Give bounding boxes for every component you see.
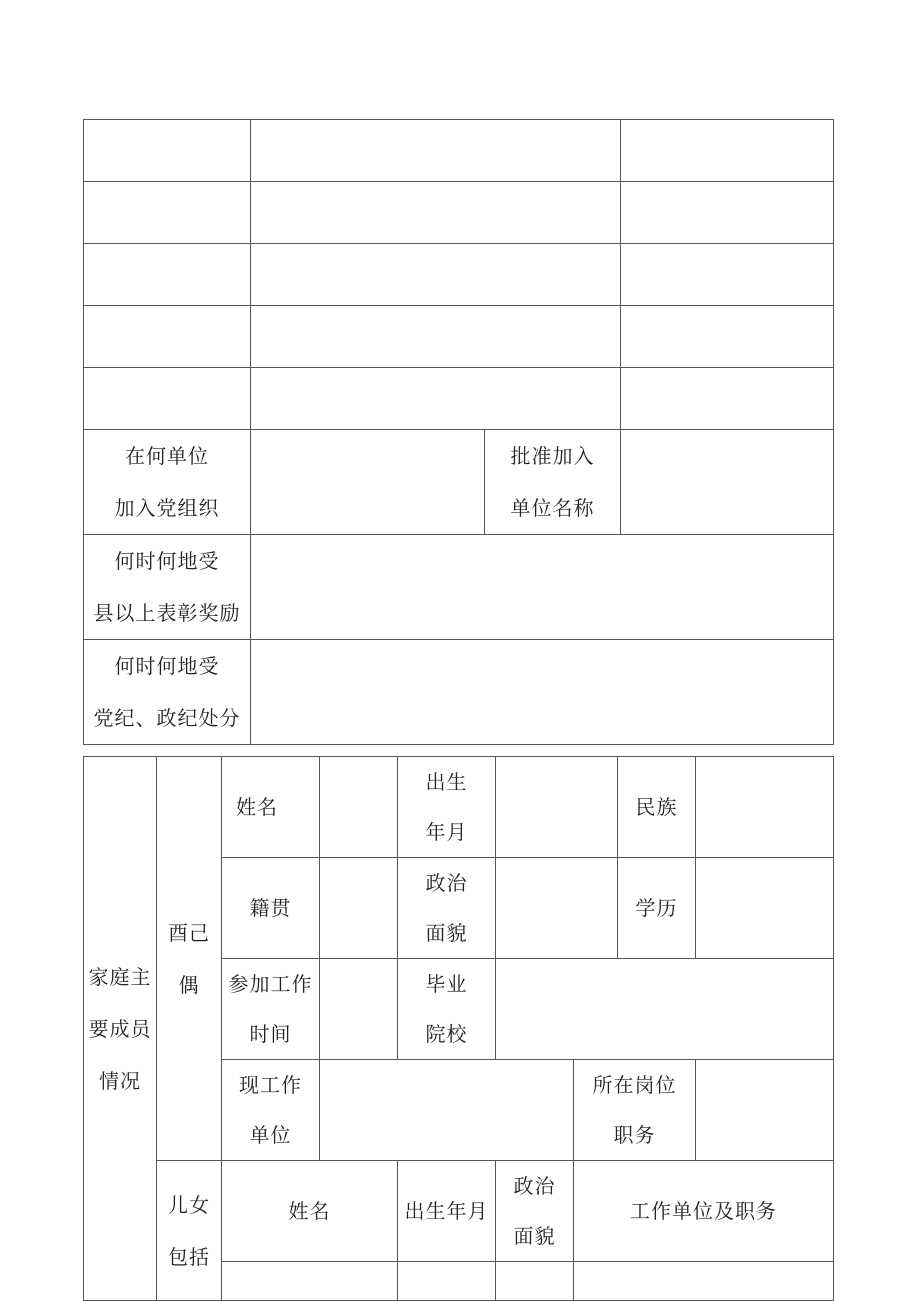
blank-cell[interactable] <box>84 120 251 182</box>
spouse-post-label: 所在岗位 职务 <box>574 1060 696 1161</box>
spouse-school-label: 毕业 院校 <box>398 959 496 1060</box>
blank-cell[interactable] <box>251 182 621 244</box>
spouse-employer-value[interactable] <box>320 1060 574 1161</box>
children-political-header: 政治 面貌 <box>496 1161 574 1262</box>
spouse-native-place-label: 籍贯 <box>222 858 320 959</box>
spouse-political-value[interactable] <box>496 858 618 959</box>
family-members-table <box>83 756 834 1301</box>
blank-row <box>84 368 834 430</box>
awards-value[interactable] <box>251 535 834 640</box>
spouse-school-value[interactable] <box>496 959 834 1060</box>
spouse-employer-label: 现工作 单位 <box>222 1060 320 1161</box>
blank-cell[interactable] <box>84 244 251 306</box>
punishment-value[interactable] <box>251 640 834 745</box>
blank-row <box>84 120 834 182</box>
children-birth-header: 出生年月 <box>398 1161 496 1262</box>
punishment-row <box>84 640 834 745</box>
join-party-value[interactable] <box>251 430 485 535</box>
approve-unit-value[interactable] <box>621 430 834 535</box>
spouse-work-start-value[interactable] <box>320 959 398 1060</box>
blank-cell[interactable] <box>251 120 621 182</box>
children-name-header: 姓名 <box>222 1161 398 1262</box>
spouse-post-value[interactable] <box>696 1060 834 1161</box>
spouse-political-label: 政治 面貌 <box>398 858 496 959</box>
spouse-native-place-value[interactable] <box>320 858 398 959</box>
blank-cell[interactable] <box>251 306 621 368</box>
blank-cell[interactable] <box>621 120 834 182</box>
blank-cell[interactable] <box>621 244 834 306</box>
children-birth-value[interactable] <box>398 1262 496 1301</box>
children-name-value[interactable] <box>222 1262 398 1301</box>
blank-cell[interactable] <box>621 182 834 244</box>
blank-cell[interactable] <box>84 368 251 430</box>
spouse-ethnicity-label: 民族 <box>618 757 696 858</box>
spouse-birth-value[interactable] <box>496 757 618 858</box>
blank-row <box>84 306 834 368</box>
awards-label: 何时何地受 县以上表彰奖励 <box>84 535 251 640</box>
blank-cell[interactable] <box>251 244 621 306</box>
blank-cell[interactable] <box>251 368 621 430</box>
join-party-row <box>84 430 834 535</box>
spouse-ethnicity-value[interactable] <box>696 757 834 858</box>
children-political-value[interactable] <box>496 1262 574 1301</box>
spouse-name-label: 姓名 <box>222 757 320 858</box>
awards-row <box>84 535 834 640</box>
blank-cell[interactable] <box>621 368 834 430</box>
spouse-work-start-label: 参加工作 时间 <box>222 959 320 1060</box>
personal-info-table <box>83 119 834 745</box>
children-work-value[interactable] <box>574 1262 834 1301</box>
spouse-name-value[interactable] <box>320 757 398 858</box>
blank-cell[interactable] <box>621 306 834 368</box>
blank-cell[interactable] <box>84 182 251 244</box>
spouse-education-label: 学历 <box>618 858 696 959</box>
blank-row <box>84 182 834 244</box>
children-work-header: 工作单位及职务 <box>574 1161 834 1262</box>
punishment-label: 何时何地受 党纪、政纪处分 <box>84 640 251 745</box>
blank-cell[interactable] <box>84 306 251 368</box>
family-members-label: 家庭主 要成员 情况 <box>84 757 157 1301</box>
spouse-education-value[interactable] <box>696 858 834 959</box>
approve-unit-label: 批准加入 单位名称 <box>485 430 621 535</box>
blank-row <box>84 244 834 306</box>
children-label: 儿女 包括 <box>157 1161 222 1301</box>
spouse-label: 酉己 偶 <box>157 757 222 1161</box>
join-party-label: 在何单位 加入党组织 <box>84 430 251 535</box>
spouse-birth-label: 出生 年月 <box>398 757 496 858</box>
